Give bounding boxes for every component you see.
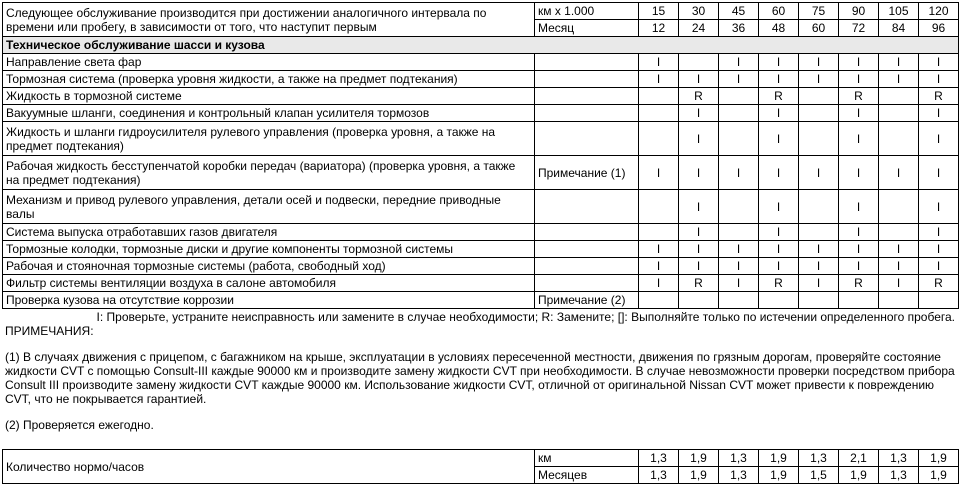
interval-mark: [879, 224, 919, 241]
item-note: [535, 88, 639, 105]
interval-mark: I: [719, 241, 759, 258]
maintenance-table: [2, 2, 959, 309]
labor-month-value: 1,9: [759, 467, 799, 484]
maintenance-row: [3, 71, 959, 88]
labor-month-value: 1,3: [879, 467, 919, 484]
labor-hours-table: [2, 449, 959, 484]
interval-mark: [799, 122, 839, 156]
month-value: 48: [759, 20, 799, 37]
interval-mark: I: [759, 224, 799, 241]
labor-km-value: 1,3: [639, 450, 679, 467]
section-header-row: [3, 37, 959, 54]
interval-mark: I: [839, 105, 879, 122]
interval-mark: I: [839, 190, 879, 224]
interval-mark: R: [759, 275, 799, 292]
interval-mark: I: [639, 156, 679, 190]
item-name: Рабочая и стояночная тормозные системы (работа, свободный ход): [3, 258, 535, 275]
month-value: 60: [799, 20, 839, 37]
item-name: Жидкость в тормозной системе: [3, 88, 535, 105]
interval-mark: [799, 224, 839, 241]
month-label: Месяц: [535, 20, 639, 37]
section-title: Техническое обслуживание шасси и кузова: [3, 37, 959, 54]
item-name: Проверка кузова на отсутствие коррозии: [3, 292, 535, 309]
interval-mark: I: [919, 54, 959, 71]
item-note: [535, 190, 639, 224]
item-note: [535, 224, 639, 241]
item-name: Направление света фар: [3, 54, 535, 71]
interval-mark: [879, 292, 919, 309]
item-note: Примечание (2): [535, 292, 639, 309]
legend-text: I: Проверьте, устраните неисправность или замените в случае необходимости; R: Замените; []: Выполняйте только по истечении определенного пробега.: [96, 310, 955, 324]
note-1: (1) В случаях движения с прицепом, с багажником на крыше, эксплуатации в условиях пересеченной местности, движения по грязным дорогам, проверяйте состояние жидкости CVT с помощью Consult-III каждые 90000 км и производите замену жидкости CVT при необходимости. В случае невозможности проверки посредством прибора Consult III производите замену жидкости CVT каждые 90000 км. Использование жидкости CVT, отличной от оригинальной Nissan CVT может привести к повреждению CVT, что не покрывается гарантией.: [5, 350, 955, 406]
interval-mark: I: [839, 71, 879, 88]
interval-mark: [719, 292, 759, 309]
interval-mark: I: [679, 224, 719, 241]
interval-mark: [879, 122, 919, 156]
item-note: [535, 275, 639, 292]
interval-mark: R: [839, 88, 879, 105]
interval-mark: [799, 292, 839, 309]
km-value: 105: [879, 3, 919, 20]
interval-mark: [719, 122, 759, 156]
item-name: Рабочая жидкость бесступенчатой коробки передач (вариатора) (проверка уровня, а также на предмет подтекания): [3, 156, 535, 190]
interval-mark: [799, 105, 839, 122]
interval-mark: R: [919, 88, 959, 105]
labor-km-value: 1,3: [799, 450, 839, 467]
interval-mark: R: [839, 275, 879, 292]
labor-month-value: 1,3: [719, 467, 759, 484]
month-value: 84: [879, 20, 919, 37]
interval-mark: I: [639, 258, 679, 275]
interval-mark: I: [679, 122, 719, 156]
item-note: [535, 258, 639, 275]
notes-title: ПРИМЕЧАНИЯ:: [5, 324, 94, 338]
interval-mark: I: [639, 275, 679, 292]
interval-mark: I: [719, 54, 759, 71]
item-name: Система выпуска отработавших газов двигателя: [3, 224, 535, 241]
interval-mark: [639, 105, 679, 122]
interval-mark: I: [719, 156, 759, 190]
maintenance-row: [3, 258, 959, 275]
labor-month-value: 1,5: [799, 467, 839, 484]
interval-mark: I: [799, 241, 839, 258]
labor-km-row: [3, 450, 959, 467]
interval-mark: I: [759, 71, 799, 88]
interval-mark: [639, 122, 679, 156]
interval-mark: [679, 54, 719, 71]
labor-km-value: 1,3: [719, 450, 759, 467]
interval-mark: [719, 88, 759, 105]
interval-mark: I: [759, 258, 799, 275]
month-value: 12: [639, 20, 679, 37]
interval-mark: I: [679, 241, 719, 258]
interval-mark: I: [639, 54, 679, 71]
interval-mark: I: [679, 105, 719, 122]
note-2: (2) Проверяется ежегодно.: [5, 418, 154, 432]
item-name: Тормозные колодки, тормозные диски и другие компоненты тормозной системы: [3, 241, 535, 258]
month-value: 72: [839, 20, 879, 37]
interval-mark: I: [799, 156, 839, 190]
interval-mark: [759, 292, 799, 309]
interval-mark: [679, 292, 719, 309]
interval-mark: I: [879, 275, 919, 292]
item-name: Механизм и привод рулевого управления, детали осей и подвески, передние приводные валы: [3, 190, 535, 224]
interval-mark: [639, 224, 679, 241]
interval-mark: I: [799, 258, 839, 275]
km-value: 15: [639, 3, 679, 20]
item-name: Жидкость и шланги гидроусилителя рулевого управления (проверка уровня, а также на предмет подтекания): [3, 122, 535, 156]
interval-mark: [879, 88, 919, 105]
month-value: 96: [919, 20, 959, 37]
interval-mark: I: [759, 105, 799, 122]
item-note: [535, 105, 639, 122]
month-value: 24: [679, 20, 719, 37]
interval-mark: I: [919, 122, 959, 156]
interval-mark: I: [919, 105, 959, 122]
km-value: 30: [679, 3, 719, 20]
interval-mark: I: [679, 258, 719, 275]
labor-month-value: 1,9: [919, 467, 959, 484]
interval-mark: I: [839, 241, 879, 258]
interval-mark: I: [879, 156, 919, 190]
interval-mark: I: [919, 258, 959, 275]
interval-mark: [879, 105, 919, 122]
interval-mark: [639, 190, 679, 224]
maintenance-row: [3, 105, 959, 122]
notes-block: [2, 310, 958, 432]
labor-label: Количество нормо/часов: [3, 450, 535, 484]
labor-month-value: 1,3: [639, 467, 679, 484]
interval-mark: I: [719, 71, 759, 88]
interval-mark: [639, 292, 679, 309]
maintenance-row: [3, 190, 959, 224]
interval-mark: I: [919, 224, 959, 241]
item-note: [535, 241, 639, 258]
interval-mark: I: [919, 156, 959, 190]
maintenance-row: [3, 224, 959, 241]
interval-mark: I: [719, 275, 759, 292]
interval-mark: I: [839, 54, 879, 71]
interval-mark: I: [839, 122, 879, 156]
interval-mark: [719, 224, 759, 241]
interval-mark: R: [759, 88, 799, 105]
interval-mark: I: [879, 54, 919, 71]
km-value: 45: [719, 3, 759, 20]
interval-mark: [879, 190, 919, 224]
interval-mark: R: [679, 275, 719, 292]
item-name: Фильтр системы вентиляции воздуха в салоне автомобиля: [3, 275, 535, 292]
interval-mark: I: [799, 71, 839, 88]
km-value: 75: [799, 3, 839, 20]
interval-mark: [799, 88, 839, 105]
interval-mark: I: [919, 241, 959, 258]
maintenance-row: [3, 156, 959, 190]
item-note: [535, 71, 639, 88]
labor-km-value: 1,9: [919, 450, 959, 467]
maintenance-row: [3, 122, 959, 156]
item-name: Вакуумные шланги, соединения и контрольный клапан усилителя тормозов: [3, 105, 535, 122]
interval-mark: [919, 292, 959, 309]
maintenance-row: [3, 241, 959, 258]
interval-mark: [799, 190, 839, 224]
maintenance-row: [3, 88, 959, 105]
interval-mark: I: [839, 258, 879, 275]
interval-mark: [639, 88, 679, 105]
labor-km-value: 1,9: [679, 450, 719, 467]
interval-mark: I: [759, 122, 799, 156]
interval-mark: I: [759, 54, 799, 71]
header-row: [3, 3, 959, 20]
interval-mark: I: [759, 241, 799, 258]
labor-month-label: Месяцев: [535, 467, 639, 484]
km-value: 90: [839, 3, 879, 20]
interval-mark: I: [799, 275, 839, 292]
interval-mark: I: [719, 258, 759, 275]
interval-mark: I: [679, 156, 719, 190]
interval-description: Следующее обслуживание производится при достижении аналогичного интервала по времени или пробегу, в зависимости от того, что наступит первым: [3, 3, 535, 37]
km-value: 60: [759, 3, 799, 20]
interval-mark: [839, 292, 879, 309]
maintenance-row: [3, 54, 959, 71]
interval-mark: I: [679, 71, 719, 88]
labor-km-value: 1,9: [759, 450, 799, 467]
interval-mark: I: [639, 241, 679, 258]
labor-km-value: 1,3: [879, 450, 919, 467]
item-note: [535, 122, 639, 156]
labor-month-value: 1,9: [839, 467, 879, 484]
interval-mark: [719, 190, 759, 224]
interval-mark: I: [919, 71, 959, 88]
labor-month-value: 1,9: [679, 467, 719, 484]
interval-mark: I: [839, 224, 879, 241]
interval-mark: I: [759, 156, 799, 190]
interval-mark: I: [919, 190, 959, 224]
item-note: [535, 54, 639, 71]
item-name: Тормозная система (проверка уровня жидкости, а также на предмет подтекания): [3, 71, 535, 88]
km-value: 120: [919, 3, 959, 20]
interval-mark: [719, 105, 759, 122]
interval-mark: R: [679, 88, 719, 105]
interval-mark: I: [639, 71, 679, 88]
labor-km-label: км: [535, 450, 639, 467]
interval-mark: I: [879, 258, 919, 275]
interval-mark: I: [759, 190, 799, 224]
interval-mark: I: [799, 54, 839, 71]
interval-mark: I: [679, 190, 719, 224]
labor-km-value: 2,1: [839, 450, 879, 467]
maintenance-row: [3, 275, 959, 292]
interval-mark: I: [839, 156, 879, 190]
interval-mark: I: [879, 71, 919, 88]
maintenance-row: [3, 292, 959, 309]
item-note: Примечание (1): [535, 156, 639, 190]
km-label: км х 1.000: [535, 3, 639, 20]
month-value: 36: [719, 20, 759, 37]
interval-mark: I: [879, 241, 919, 258]
interval-mark: R: [919, 275, 959, 292]
